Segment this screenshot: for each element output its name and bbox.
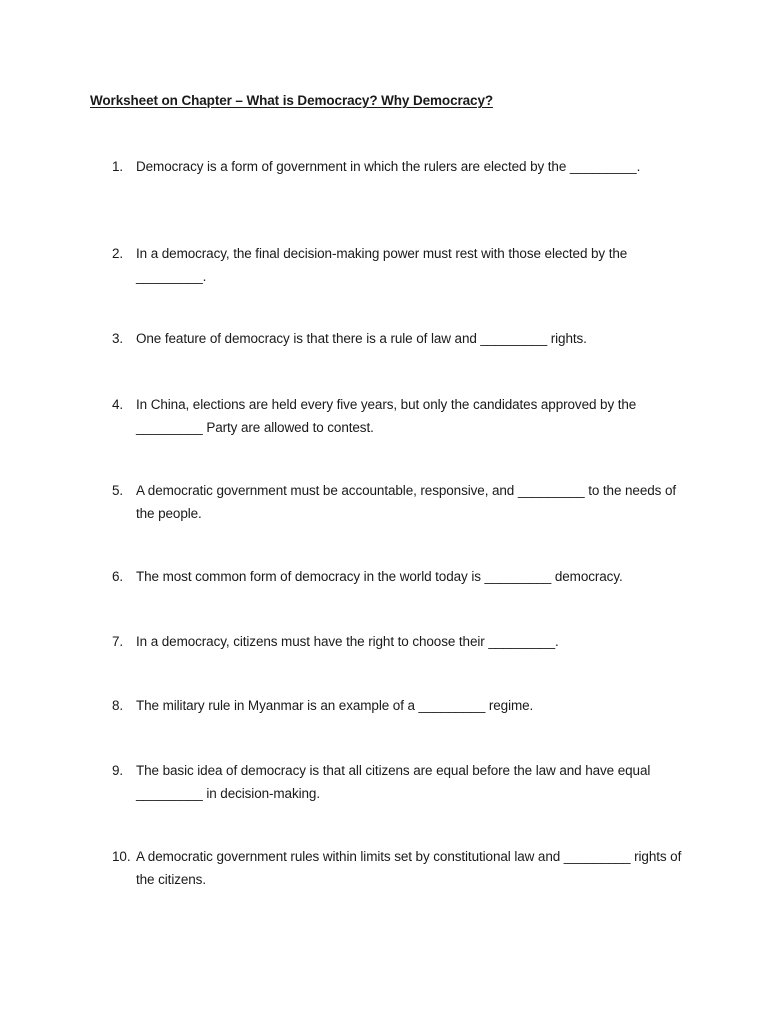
- question-10: [112, 846, 682, 891]
- question-number: 7.: [112, 634, 124, 649]
- question-number: 5.: [112, 483, 124, 498]
- question-number: 6.: [112, 569, 124, 584]
- question-text: In China, elections are held every five years, but only the candidates approved by the _________ Party are allowed to contest.: [136, 397, 637, 435]
- question-text: The military rule in Myanmar is an example of a _________ regime.: [136, 698, 534, 713]
- question-number: 9.: [112, 763, 124, 778]
- question-4: [112, 394, 682, 439]
- question-3: [112, 328, 682, 351]
- question-8: [112, 695, 682, 718]
- question-text: The basic idea of democracy is that all citizens are equal before the law and have equal _________ in decision-making.: [136, 763, 651, 801]
- question-number: 2.: [112, 246, 124, 261]
- question-number: 3.: [112, 331, 124, 346]
- question-6: [112, 566, 682, 589]
- question-number: 10.: [112, 849, 131, 864]
- question-number: 1.: [112, 159, 124, 174]
- question-text: The most common form of democracy in the world today is _________ democracy.: [136, 569, 623, 584]
- question-text: In a democracy, the final decision-making power must rest with those elected by the _________.: [136, 246, 628, 284]
- question-text: A democratic government rules within limits set by constitutional law and _________ rights of the citizens.: [136, 849, 682, 887]
- worksheet-title: Worksheet on Chapter – What is Democracy? Why Democracy?: [90, 93, 494, 108]
- question-number: 4.: [112, 397, 124, 412]
- question-text: In a democracy, citizens must have the right to choose their _________.: [136, 634, 559, 649]
- question-9: [112, 760, 682, 805]
- question-text: Democracy is a form of government in which the rulers are elected by the _________.: [136, 159, 641, 174]
- question-7: [112, 631, 682, 654]
- question-2: [112, 243, 682, 288]
- question-1: [112, 156, 682, 179]
- question-text: A democratic government must be accountable, responsive, and _________ to the needs of the people.: [136, 483, 677, 521]
- question-5: [112, 480, 682, 525]
- question-number: 8.: [112, 698, 124, 713]
- question-text: One feature of democracy is that there is a rule of law and _________ rights.: [136, 331, 587, 346]
